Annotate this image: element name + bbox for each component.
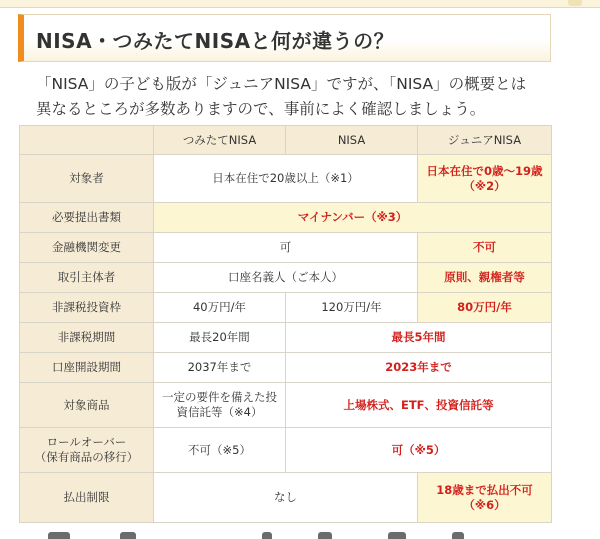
cell-target-shared: 日本在住で20歳以上（※1） [154, 155, 418, 203]
cell-change-shared: 可 [154, 233, 418, 263]
table-row [20, 233, 552, 263]
cell-limit-tsumitate: 40万円/年 [154, 293, 286, 323]
row-label-withdraw: 払出制限 [20, 473, 154, 523]
cut-off-next-line [0, 528, 600, 539]
cell-period-others: 最長5年間 [286, 323, 552, 353]
cell-period-tsumitate: 最長20年間 [154, 323, 286, 353]
cell-holder-shared: 口座名義人（ご本人） [154, 263, 418, 293]
cell-withdraw-shared: なし [154, 473, 418, 523]
table-row [20, 155, 552, 203]
table-row [20, 323, 552, 353]
section-heading: NISA・つみたてNISAと何が違うの？ [36, 29, 395, 53]
cell-docs-all: マイナンバー（※3） [154, 203, 552, 233]
table-row [20, 203, 552, 233]
table-row [20, 383, 552, 428]
intro-paragraph: 「NISA」の子ども版が「ジュニアNISA」ですが、「NISA」の概要とは異なるところが多数ありますので、事前によく確認しましょう。 [36, 75, 527, 118]
row-label-target: 対象者 [20, 155, 154, 203]
cell-withdraw-junior: 18歳まで払出不可（※6） [418, 473, 552, 523]
header-empty [20, 126, 154, 155]
cell-limit-nisa: 120万円/年 [286, 293, 418, 323]
table-row [20, 353, 552, 383]
table-row [20, 293, 552, 323]
comparison-table [19, 125, 552, 523]
row-label-change: 金融機関変更 [20, 233, 154, 263]
cell-limit-junior: 80万円/年 [418, 293, 552, 323]
top-bar-tab [568, 0, 582, 6]
cell-products-tsumitate: 一定の要件を備えた投資信託等（※4） [154, 383, 286, 428]
cell-rollover-tsumitate: 不可（※5） [154, 428, 286, 473]
cell-open-tsumitate: 2037年まで [154, 353, 286, 383]
row-label-docs: 必要提出書類 [20, 203, 154, 233]
header-junior-nisa: ジュニアNISA [418, 126, 552, 155]
cell-open-others: 2023年まで [286, 353, 552, 383]
cell-target-junior: 日本在住で0歳～19歳（※2） [418, 155, 552, 203]
section-heading-box [18, 14, 551, 62]
row-label-period: 非課税期間 [20, 323, 154, 353]
table-header-row [20, 126, 552, 155]
header-nisa: NISA [286, 126, 418, 155]
cell-products-others: 上場株式、ETF、投資信託等 [286, 383, 552, 428]
row-label-rollover-line1: ロールオーバー [46, 435, 127, 449]
table-row [20, 428, 552, 473]
row-label-rollover-line2: （保有商品の移行） [34, 450, 139, 464]
top-bar [0, 0, 600, 8]
row-label-open: 口座開設期間 [20, 353, 154, 383]
cell-change-junior: 不可 [418, 233, 552, 263]
table-row [20, 263, 552, 293]
cell-rollover-others: 可（※5） [286, 428, 552, 473]
row-label-products: 対象商品 [20, 383, 154, 428]
row-label-rollover [20, 428, 154, 473]
header-tsumitate-nisa: つみたてNISA [154, 126, 286, 155]
table-row [20, 473, 552, 523]
row-label-holder: 取引主体者 [20, 263, 154, 293]
row-label-limit: 非課税投資枠 [20, 293, 154, 323]
cell-holder-junior: 原則、親権者等 [418, 263, 552, 293]
